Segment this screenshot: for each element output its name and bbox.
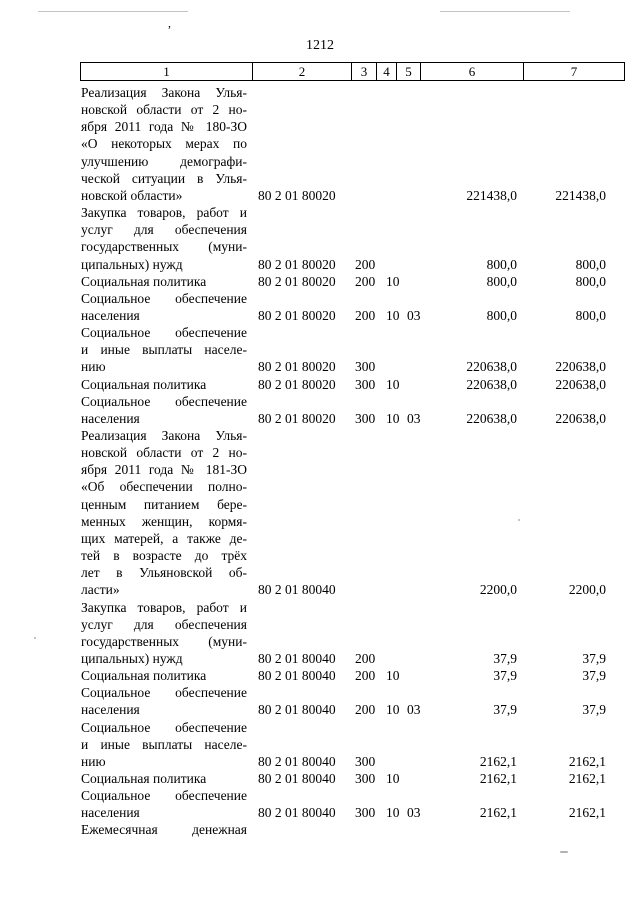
- row-name-line: Закупка товаров, работ и: [81, 599, 247, 615]
- row-sum-2023: 37,9: [493, 650, 517, 666]
- row-code: 80 2 01 80040: [258, 771, 336, 786]
- row-name-line: населения: [81, 702, 140, 718]
- row-name-line: услуг для обеспечения: [81, 616, 247, 632]
- row-vr: 300: [355, 359, 376, 375]
- row-name-line: новской области от 2 но-: [81, 102, 247, 118]
- header-col-5: 5: [396, 63, 420, 80]
- row-vr: 200: [355, 668, 376, 684]
- row-sum-2024: 220638,0: [555, 359, 606, 375]
- row-code: 80 2 01 80020: [258, 359, 336, 375]
- row-name-line: ценным питанием бере-: [81, 496, 247, 512]
- row-sum-2023: 220638,0: [466, 410, 517, 426]
- row-rz: 10: [386, 702, 400, 718]
- row-name-line: Социальное обеспечение: [81, 393, 247, 409]
- header-col-7: 7: [523, 63, 624, 80]
- row-sum-2023: 37,9: [493, 668, 517, 684]
- row-name-line: нию: [81, 359, 106, 375]
- row-name-line: и иные выплаты населе-: [81, 736, 247, 752]
- header-col-2: 2: [252, 63, 351, 80]
- row-sum-2023: 2162,1: [479, 805, 517, 821]
- row-vr: 200: [355, 273, 376, 289]
- row-pr: 03: [407, 805, 421, 821]
- row-sum-2024: 37,9: [582, 702, 606, 718]
- row-sum-2023: 220638,0: [466, 359, 517, 375]
- row-code: 80 2 01 80020: [258, 307, 336, 323]
- row-sum-2023: 2200,0: [479, 582, 517, 598]
- row-name-line: Социальное обеспечение: [81, 325, 247, 341]
- row-name-line: населения: [81, 410, 140, 426]
- row-name-line: менных женщин, кормя-: [81, 513, 247, 529]
- row-pr: 03: [407, 307, 421, 323]
- row-rz: 10: [386, 273, 400, 289]
- row-rz: 10: [386, 376, 400, 392]
- row-vr: 300: [355, 410, 376, 426]
- row-sum-2023: 220638,0: [466, 376, 517, 392]
- row-name-line: нию: [81, 753, 106, 769]
- row-name-line: ческой ситуации в Улья-: [81, 170, 247, 186]
- row-name-line: ября 2011 года № 181-ЗО: [81, 462, 247, 478]
- row-code: 80 2 01 80040: [258, 805, 336, 821]
- row-pr: 03: [407, 410, 421, 426]
- row-name-line: и иные выплаты населе-: [81, 342, 247, 358]
- row-code: 80 2 01 80040: [258, 702, 336, 718]
- row-sum-2024: 2200,0: [568, 582, 606, 598]
- row-name-line: Реализация Закона Улья-: [81, 428, 247, 443]
- row-sum-2024: 37,9: [582, 668, 606, 684]
- row-code: 80 2 01 80040: [258, 650, 336, 666]
- header-col-6: 6: [420, 63, 523, 80]
- row-sum-2023: 800,0: [486, 273, 517, 289]
- row-name-line: новской области от 2 но-: [81, 445, 247, 461]
- row-name-line: государственных (муни-: [81, 633, 247, 649]
- row-name-line: Социальная политика: [81, 376, 207, 392]
- row-rz: 10: [386, 668, 400, 684]
- header-col-1: 1: [163, 64, 170, 79]
- page-number: 1212: [306, 38, 334, 53]
- row-sum-2024: 800,0: [575, 273, 606, 289]
- row-sum-2023: 221438,0: [466, 187, 517, 203]
- row-name-line: «Об обеспечении полно-: [81, 479, 247, 495]
- row-code: 80 2 01 80020: [258, 273, 336, 289]
- tick-mark: ,: [168, 16, 171, 30]
- row-name-line: новской области»: [81, 187, 183, 203]
- row-name-line: Социальная политика: [81, 273, 207, 289]
- row-rz: 10: [386, 307, 400, 323]
- row-name-line: населения: [81, 307, 140, 323]
- row-rz: 10: [386, 771, 400, 786]
- row-name-line: «О некоторых мерах по: [81, 136, 247, 152]
- row-name-line: Социальное обеспечение: [81, 788, 247, 804]
- row-name-line: государственных (муни-: [81, 239, 247, 255]
- header-col-4: 4: [376, 63, 396, 80]
- row-vr: 200: [355, 650, 376, 666]
- row-sum-2024: 37,9: [582, 650, 606, 666]
- row-name-line: тей в возрасте до трёх: [81, 548, 247, 564]
- row-name-line: Социальное обеспечение: [81, 719, 247, 735]
- row-name-line: лет в Ульяновской об-: [81, 565, 247, 581]
- header-col-3: 3: [351, 63, 376, 80]
- row-sum-2024: 2162,1: [568, 805, 606, 821]
- row-vr: 200: [355, 256, 376, 272]
- row-name-line: щих матерей, а также де-: [81, 530, 247, 546]
- row-name-line: Социальная политика: [81, 668, 207, 684]
- row-vr: 300: [355, 376, 376, 392]
- row-sum-2024: 2162,1: [568, 753, 606, 769]
- row-code: 80 2 01 80040: [258, 753, 336, 769]
- row-sum-2024: 221438,0: [555, 187, 606, 203]
- row-rz: 10: [386, 410, 400, 426]
- row-vr: 200: [355, 702, 376, 718]
- row-name-line: ласти»: [81, 582, 120, 598]
- row-name-line: услуг для обеспечения: [81, 222, 247, 238]
- row-vr: 300: [355, 805, 376, 821]
- row-vr: 300: [355, 771, 376, 786]
- row-sum-2023: 2162,1: [479, 753, 517, 769]
- row-code: 80 2 01 80020: [258, 410, 336, 426]
- row-name-line: улучшению демографи-: [81, 153, 247, 169]
- row-name-line: Социальное обеспечение: [81, 290, 247, 306]
- row-code: 80 2 01 80020: [258, 256, 336, 272]
- row-name-line: ября 2011 года № 180-ЗО: [81, 119, 247, 135]
- row-vr: 300: [355, 753, 376, 769]
- row-sum-2024: 220638,0: [555, 376, 606, 392]
- row-name-line: Ежемесячная денежная: [81, 822, 247, 838]
- row-rz: 10: [386, 805, 400, 821]
- row-code: 80 2 01 80040: [258, 582, 336, 598]
- row-name-line: Закупка товаров, работ и: [81, 205, 247, 221]
- row-vr: 200: [355, 307, 376, 323]
- row-sum-2024: 800,0: [575, 307, 606, 323]
- row-sum-2023: 800,0: [486, 256, 517, 272]
- row-sum-2023: 37,9: [493, 702, 517, 718]
- row-sum-2023: 2162,1: [479, 771, 517, 786]
- row-name-line: ципальных) нужд: [81, 256, 183, 272]
- row-name-line: Социальная политика: [81, 771, 207, 786]
- row-code: 80 2 01 80020: [258, 376, 336, 392]
- row-sum-2023: 800,0: [486, 307, 517, 323]
- row-name-line: Реализация Закона Улья-: [81, 85, 247, 100]
- row-sum-2024: 220638,0: [555, 410, 606, 426]
- row-sum-2024: 800,0: [575, 256, 606, 272]
- row-name-line: населения: [81, 805, 140, 821]
- row-code: 80 2 01 80040: [258, 668, 336, 684]
- row-name-line: Социальное обеспечение: [81, 685, 247, 701]
- row-code: 80 2 01 80020: [258, 187, 336, 203]
- row-sum-2024: 2162,1: [568, 771, 606, 786]
- row-name-line: ципальных) нужд: [81, 650, 183, 666]
- row-pr: 03: [407, 702, 421, 718]
